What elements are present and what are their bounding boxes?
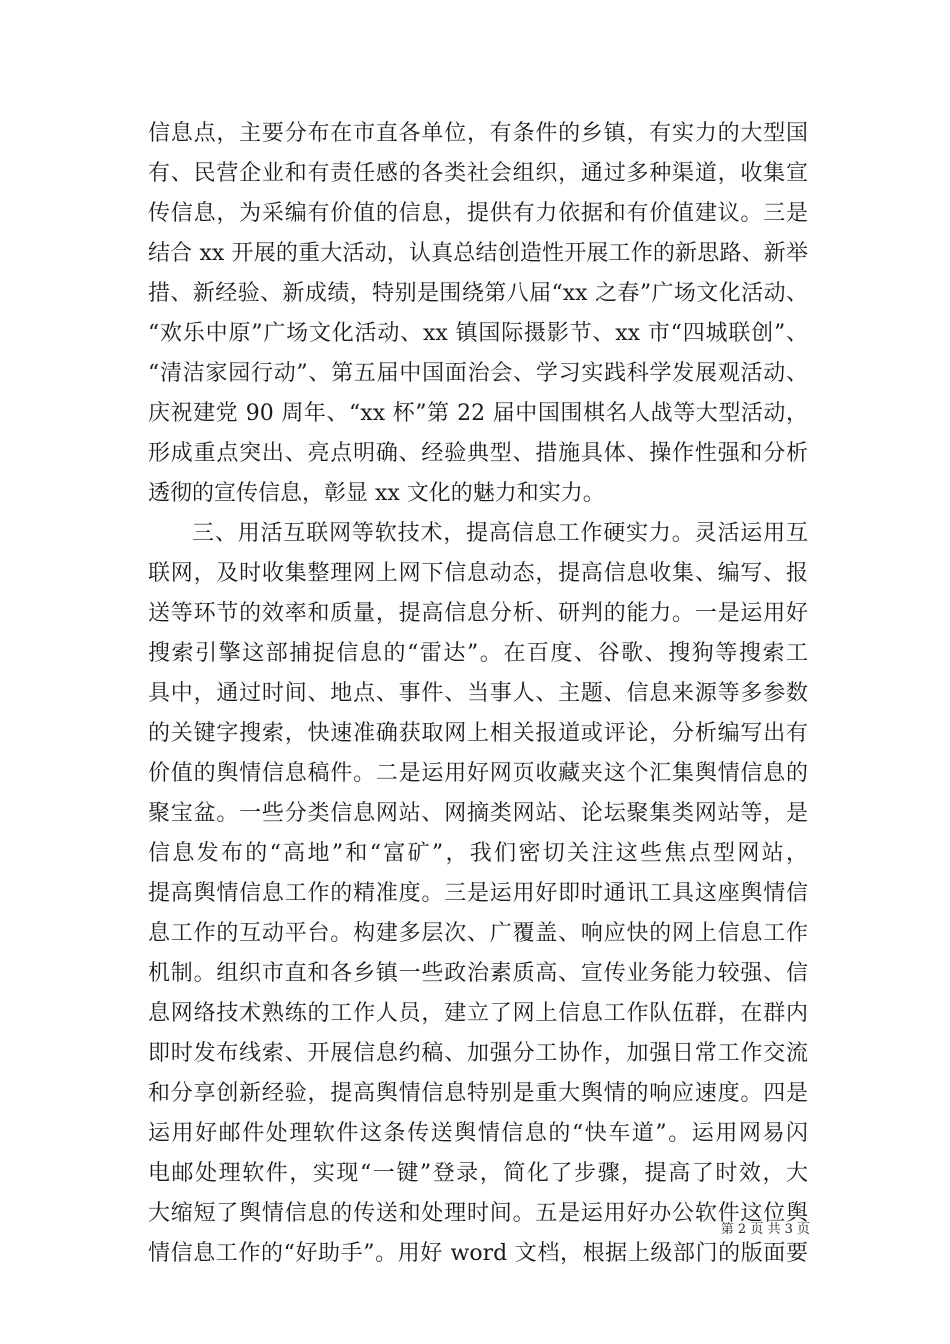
text-line: 的关键字搜索，快速准确获取网上相关报道或评论，分析编写出有 xyxy=(148,721,808,746)
text-line: 搜索引擎这部捕捉信息的“雷达”。在百度、谷歌、搜狗等搜索工 xyxy=(148,641,808,666)
text-line: 情信息工作的“好助手”。用好 word 文档，根据上级部门的版面要 xyxy=(148,1241,808,1266)
text-line: 提高舆情信息工作的精准度。三是运用好即时通讯工具这座舆情信 xyxy=(148,881,808,906)
text-line: 有、民营企业和有责任感的各类社会组织，通过多种渠道，收集宣 xyxy=(148,161,808,186)
text-line: 大缩短了舆情信息的传送和处理时间。五是运用好办公软件这位舆 xyxy=(148,1201,808,1226)
text-line: 透彻的宣传信息，彰显 xx 文化的魅力和实力。 xyxy=(148,481,605,506)
text-line: 三、用活互联网等软技术，提高信息工作硬实力。灵活运用互 xyxy=(192,521,808,546)
text-line: 即时发布线索、开展信息约稿、加强分工协作，加强日常工作交流 xyxy=(148,1041,808,1066)
text-line: 信息发布的“高地”和“富矿”，我们密切关注这些焦点型网站， xyxy=(148,841,808,866)
text-line: 形成重点突出、亮点明确、经验典型、措施具体、操作性强和分析 xyxy=(148,441,808,466)
text-line: 措、新经验、新成绩，特别是围绕第八届“xx 之春”广场文化活动、 xyxy=(148,281,808,306)
text-line: 庆祝建党 90 周年、“xx 杯”第 22 届中国围棋名人战等大型活动， xyxy=(148,401,808,426)
text-line: 传信息，为采编有价值的信息，提供有力依据和有价值建议。三是 xyxy=(148,201,808,226)
text-line: 价值的舆情信息稿件。二是运用好网页收藏夹这个汇集舆情信息的 xyxy=(148,761,808,786)
text-line: “欢乐中原”广场文化活动、xx 镇国际摄影节、xx 市“四城联创”、 xyxy=(148,321,808,346)
page-number: 第 2 页 共 3 页 xyxy=(720,1222,810,1237)
text-line: “清洁家园行动”、第五届中国面治会、学习实践科学发展观活动、 xyxy=(148,361,808,386)
text-line: 机制。组织市直和各乡镇一些政治素质高、宣传业务能力较强、信 xyxy=(148,961,808,986)
text-line: 信息点，主要分布在市直各单位，有条件的乡镇，有实力的大型国 xyxy=(148,121,808,146)
text-line: 结合 xx 开展的重大活动，认真总结创造性开展工作的新思路、新举 xyxy=(148,241,808,266)
text-line: 电邮处理软件，实现“一键”登录，简化了步骤，提高了时效，大 xyxy=(148,1161,808,1186)
body-text xyxy=(148,114,808,1274)
text-line: 送等环节的效率和质量，提高信息分析、研判的能力。一是运用好 xyxy=(148,601,808,626)
text-line: 具中，通过时间、地点、事件、当事人、主题、信息来源等多参数 xyxy=(148,681,808,706)
text-line: 联网，及时收集整理网上网下信息动态，提高信息收集、编写、报 xyxy=(148,561,808,586)
text-line: 聚宝盆。一些分类信息网站、网摘类网站、论坛聚集类网站等，是 xyxy=(148,801,808,826)
text-line: 息工作的互动平台。构建多层次、广覆盖、响应快的网上信息工作 xyxy=(148,921,808,946)
text-line: 运用好邮件处理软件这条传送舆情信息的“快车道”。运用网易闪 xyxy=(148,1121,808,1146)
text-line: 息网络技术熟练的工作人员，建立了网上信息工作队伍群，在群内 xyxy=(148,1001,808,1026)
text-line: 和分享创新经验，提高舆情信息特别是重大舆情的响应速度。四是 xyxy=(148,1081,808,1106)
